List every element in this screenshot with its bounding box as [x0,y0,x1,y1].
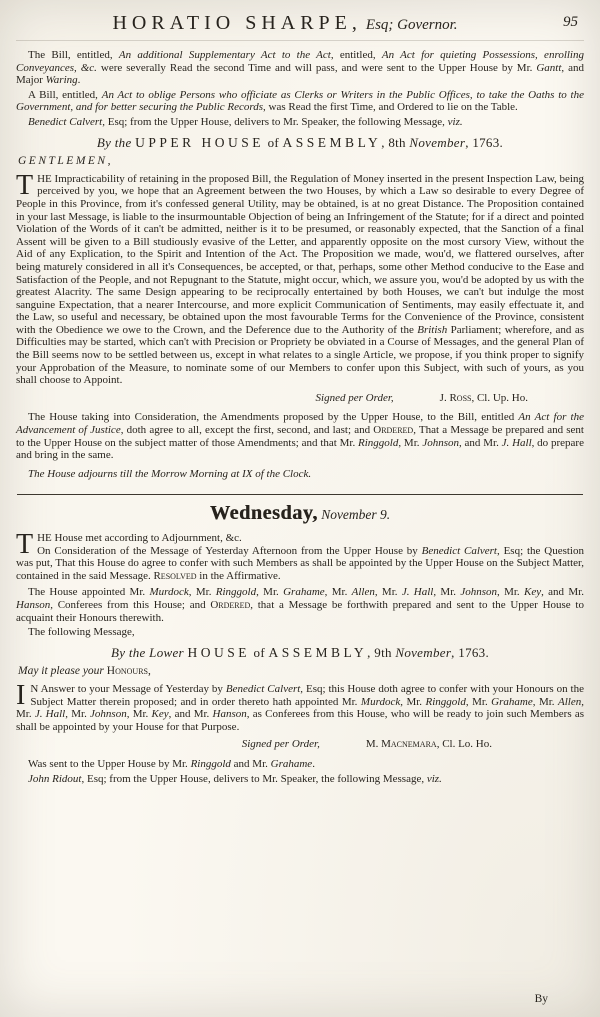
upper-house-clerk-name: J. Ross, Cl. Up. Ho. [439,391,528,404]
paragraph-supplementary-bill: The Bill, entitled, An additional Supplementary Act to the Act, entitled, An Act for quieting Possessions, enrolling Conveyances, &c. were severally Read the second Time and will pass, and were sent to the Upper House by Mr. Gantt, and Major Waring. [16,49,584,87]
session-november-8 [16,49,584,482]
salutation-honours: May it please your Honours, [18,665,151,678]
page-number: 95 [563,14,578,30]
section-divider-rule [17,494,583,495]
paragraph-clerks-oath-bill: A Bill, entitled, An Act to oblige Persons who officiate as Clerks or Writers in the Public Offices, to take the Oaths to the Government, and for better securing the Public Records, was Read the first Time, and Ordered to lie on the Table. [16,88,584,114]
page-header [16,8,584,41]
signed-per-order-label: Signed per Order, [315,391,394,404]
paragraph-message-sent: Was sent to the Upper House by Mr. Ringgold and Mr. Grahame. [28,757,315,770]
running-title: HORATIO SHARPE, [112,12,362,34]
adjournment-note: The House adjourns till the Morrow Morning at IX of the Clock. [28,467,312,480]
paragraph-following-message: The following Message, [28,626,135,639]
upper-house-message-body [16,169,584,387]
lower-house-message-text: N Answer to your Message of Yesterday by Benedict Calvert, Esq; this House doth agree to confer with your Honours on the Subject Matter therein proposed; and in order thereto hath appointed Mr. Murdock, Mr. Ringgold, Mr. Grahame, Mr. Allen, Mr. J. Hall, Mr. Johnson, Mr. Key, and Mr. Hanson, as Conferees from this House, who will be ready to join such Members as shall be appointed by your House for that Purpose. [16,682,584,733]
paragraph-amendments-considered: The House taking into Consideration, the Amendments proposed by the Upper House, to the Bill, entitled An Act for the Advancement of Justice, doth agree to all, except the first, second, and last; and Ordered, That a Message be prepared and sent to the Upper House on the subject matter of those Amendments; and that Mr. Ringgold, Mr. Johnson, and Mr. J. Hall, do prepare and bring in the same. [16,411,584,462]
dropcap-t: T [16,169,34,201]
paragraph-calvert-delivers-message: Benedict Calvert, Esq; from the Upper House, delivers to Mr. Speaker, the following Message, viz. [28,115,463,128]
day-heading-wednesday: Wednesday, November 9. [209,502,391,525]
session-november-9 [16,502,584,787]
dropcap-t-2: T [16,529,34,560]
paragraph-ridout-delivers-message: John Ridout, Esq; from the Upper House, delivers to Mr. Speaker, the following Message, viz. [28,772,442,785]
dropcap-i: I [16,679,26,711]
paragraph-house-met [16,529,584,582]
signature-line-lower-house [16,738,584,751]
upper-house-message-text: HE Impracticability of retaining in the proposed Bill, the Regulation of Money inserted in the present Inspection Law, being perceived by you, we hope that an Agreement between the two Houses, by which a Law so desirable to every Degree of People in this Province, from it's confessed general Utility, may be obtained, is at no great Distance. The Proposition contained in your last Message, is liable to the insurmountable Objection of being an Infringement of the Statute; for if a direct and pointed Violation of the Words of it can't be admitted, neither is it to be presumed, or reasonably expected, that the Sanction of a final Assent will be given to a Bill studiously evasive of the Letter, and apparently opposite on the most cursory View, without the Aid of any Explication, to the Spirit and Intention of the Act. The Proposition we made, wou'd, we flattered ourselves, after being maturely considered in all it's Consequences, be accepted, or that, perhaps, some other Method conducive to the Ease and Satisfaction of the People, and not Repugnant to the Statute, might occur, which, we assure you, wou'd be adopted by us with the greatest Alacrity. The same Design appearing to be reciprocally entertained by both Houses, we can't but indulge the most sanguine Expectation, that a nearer Intercourse, and more explicit Communication of Sentiments, may easily effectuate it, and the Law, so useful and necessary, be obtained upon the most favourable Terms for the Convenience of the Province, consistent with the Obedience we owe to the Crown, and the Deference due to the Authority of the British Parliament; wherefore, and as Difficulties may be started, which can't with Precision or Propriety be obviated in a Course of Messages, and the general Plan of the Bill seems now to be settled between us, except in what relates to a single Article, we propose, if you think proper to signify your Approbation of the Measure, to nominate some of our Members to confer upon this Subject, with such of yours, as you shall choose to Appoint. [16,172,584,387]
lower-house-clerk-name: M. Macnemara, Cl. Lo. Ho. [365,738,492,751]
salutation-gentlemen: GENTLEMEN, [18,155,113,168]
house-met-text: HE House met according to Adjournment, &c. On Consideration of the Message of Yesterday Afternoon from the Upper House by Benedict Calvert, Esq; the Question was put, That this House do agree to confer with such Members as shall be appointed by the Upper House on the Subject Matter, contained in the said Message. Resolved in the Affirmative. [16,532,584,582]
upper-house-message-heading: By the UPPER HOUSE of ASSEMBLY, 8th November, 1763. [96,134,504,150]
signed-per-order-label-2: Signed per Order, [241,738,320,751]
signature-line-upper-house [16,392,584,405]
catchword: By [534,993,548,1005]
paragraph-conferees-appointed: The House appointed Mr. Murdock, Mr. Ringgold, Mr. Grahame, Mr. Allen, Mr. J. Hall, Mr. Johnson, Mr. Key, and Mr. Hanson, Conferees from this House; and Ordered, that a Message be forthwith prepared and sent to the Upper House to acquaint their Honours therewith. [16,586,584,624]
running-title-suffix: Esq; Governor. [365,17,458,33]
lower-house-message-body [16,679,584,733]
lower-house-message-heading: By the Lower HOUSE of ASSEMBLY, 9th November, 1763. [110,644,490,660]
